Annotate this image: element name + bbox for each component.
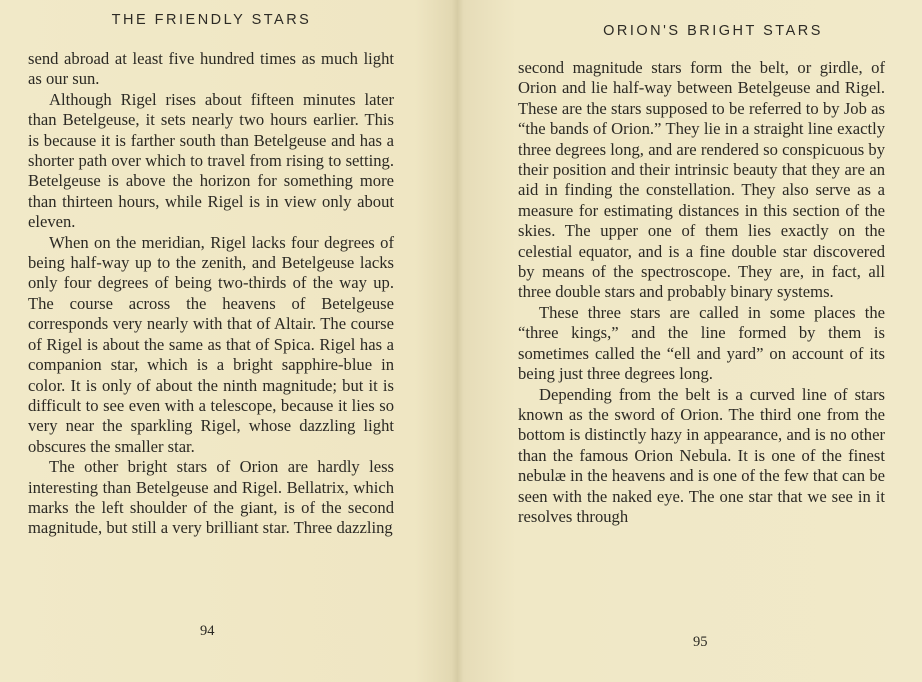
paragraph: The other bright stars of Orion are hardly less interesting than Betelgeuse and Rigel. Bellatrix, which marks the left shoulder of the giant, is of the second magnitude, but still a very brilliant star. Three dazzling: [28, 457, 394, 538]
page-number-right: 95: [693, 634, 708, 650]
paragraph: These three stars are called in some places the “three kings,” and the line formed by them is sometimes called the “ell and yard” on account of its being just three degrees long.: [518, 302, 885, 384]
paragraph: When on the meridian, Rigel lacks four degrees of being half-way up to the zenith, and Betelgeuse lacks only four degrees of being two-thirds of the way up. The course across the heavens of Betelgeuse corresponds very nearly with that of Altair. The course of Rigel is about the same as that of Spica. Rigel has a companion star, which is a bright sapphire-blue in color. It is only of about the ninth magnitude; but it is difficult to see even with a telescope, because it lies so very near the sparkling Rigel, whose dazzling light obscures the smaller star.: [28, 232, 394, 456]
right-page-body: [518, 58, 885, 527]
left-page: [0, 0, 455, 682]
paragraph: Although Rigel rises about fifteen minutes later than Betelgeuse, it sets nearly two hours earlier. This is because it is farther south than Betelgeuse and has a shorter path over which to travel from rising to setting. Betelgeuse is above the horizon for something more than thirteen hours, while Rigel is in view only about eleven.: [28, 89, 394, 232]
running-head-left: THE FRIENDLY STARS: [111, 12, 312, 28]
right-page: [463, 0, 922, 682]
paragraph: send abroad at least five hundred times as much light as our sun.: [28, 49, 394, 89]
running-head-right: ORION'S BRIGHT STARS: [603, 23, 823, 39]
paragraph: Depending from the belt is a curved line of stars known as the sword of Orion. The third one from the bottom is distinctly hazy in appearance, and is no other than the famous Orion Nebula. It is one of the finest nebulæ in the heavens and is one of the few that can be seen with the naked eye. The one star that we see in it resolves through: [518, 384, 885, 526]
left-page-body: [28, 49, 394, 539]
page-number-left: 94: [200, 623, 215, 639]
paragraph: second magnitude stars form the belt, or girdle, of Orion and lie half-way between Betelgeuse and Rigel. These are the stars supposed to be referred to by Job as “the bands of Orion.” They lie in a straight line exactly three degrees long, and are rendered so conspicuous by their position and their intrinsic beauty that they are an aid in finding the constellation. They also serve as a measure for estimating distances in this section of the skies. The upper one of them lies exactly on the celestial equator, and is a fine double star discovered by means of the spectroscope. They are, in fact, all three double stars and probably binary systems.: [518, 58, 885, 302]
